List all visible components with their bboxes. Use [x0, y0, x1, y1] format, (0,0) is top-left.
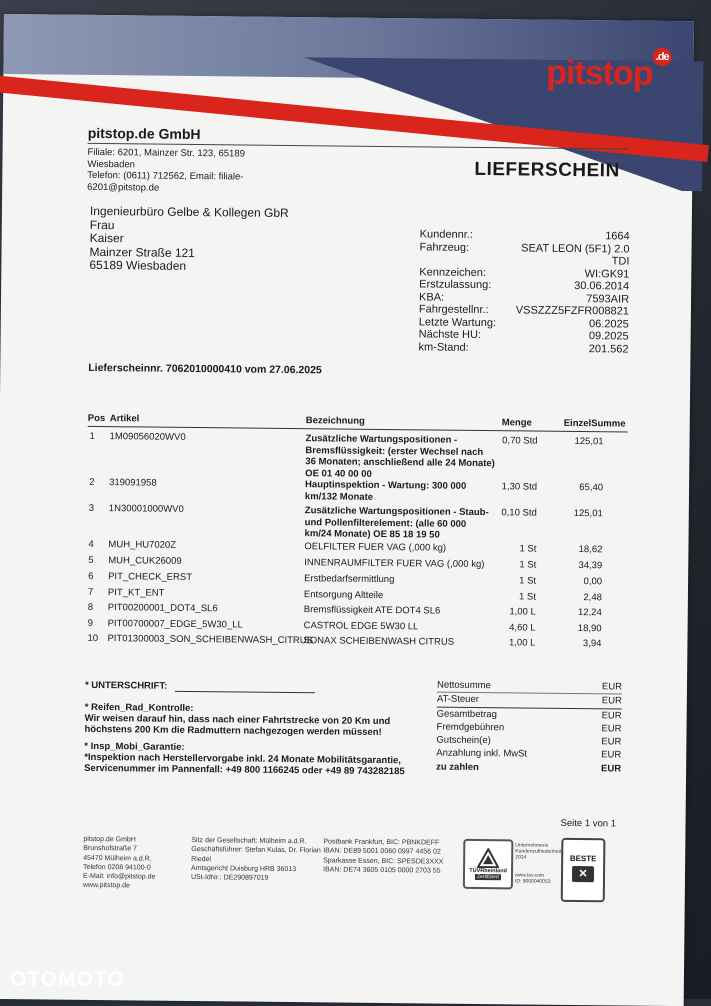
table-row: [86, 601, 626, 619]
cell-pos: 5: [88, 554, 94, 566]
beste-badge: BESTE ✕: [561, 838, 606, 902]
cell-einzel: 18,62: [578, 544, 603, 556]
tuv-note: Unternehmens Kundenzufriedenheit 2024: [515, 842, 562, 861]
col-pos: Pos: [87, 412, 106, 425]
cell-pos: 9: [87, 617, 93, 629]
table-row: [86, 570, 626, 588]
table-row: [88, 430, 628, 480]
footer-bank: Postbank Frankfurt, BIC: PBNKDEFF IBAN: DE89 5001 0060 0997 4456 02 Sparkasse Essen, BIC: SPESDE3XXX IBAN: DE74 3605 0105 0000 2703 55: [323, 838, 444, 875]
tuv-seal: TÜVRheinland Zertifiziert: [463, 839, 514, 890]
cell-menge: 4,60 L: [509, 622, 536, 634]
col-menge: Menge: [501, 417, 532, 429]
cell-bezeichnung: Hauptinspektion - Wartung: 300 000 km/132 Monate: [304, 479, 467, 503]
cell-artikel: 1N30001000WV0: [108, 503, 184, 515]
sender-address: Filiale: 6201, Mainzer Str. 123, 65189 Wiesbaden Telefon: (0611) 712562, Email: filiale- 6201@pitstop.de: [87, 146, 245, 194]
cell-menge: 1 St: [519, 559, 537, 571]
cell-menge: 0,70 Std: [502, 435, 538, 447]
cell-pos: 4: [88, 538, 94, 550]
cell-artikel: MUH_HU7020Z: [108, 539, 177, 551]
cell-artikel: PIT00700007_EDGE_5W30_LL: [107, 618, 243, 631]
table-row: [86, 617, 626, 635]
items-table-header: [87, 412, 628, 430]
cell-bezeichnung: Zusätzliche Wartungspositionen - Bremsflüssigkeit: (erster Wechsel nach 36 Monaten; anschließend alle 24 Monate) OE 01 40 00 00: [305, 433, 495, 480]
cell-artikel: PIT01300003_SON_SCHEIBENWASH_CITRUS: [107, 633, 314, 647]
table-row: [86, 632, 626, 650]
cell-pos: 6: [88, 570, 94, 582]
cell-artikel: PIT_CHECK_ERST: [108, 571, 193, 583]
cell-einzel: 125,01: [574, 435, 604, 448]
signature-label: * UNTERSCHRIFT:: [84, 679, 168, 692]
total-row: AT-Steuer EUR: [437, 693, 622, 709]
cell-pos: 3: [88, 502, 95, 514]
cell-einzel: 65,40: [579, 482, 604, 494]
cell-pos: 7: [87, 586, 94, 598]
tuv-triangle-icon: [477, 848, 499, 868]
cell-einzel: 18,90: [577, 623, 602, 635]
total-row: Fremdgebühren EUR: [436, 721, 622, 735]
cell-menge: 1,00 L: [509, 606, 536, 618]
total-row-due: zu zahlen EUR: [436, 761, 622, 775]
total-row: Nettosumme EUR: [437, 679, 622, 695]
cell-pos: 1: [89, 430, 95, 442]
col-einzel: EinzelSumme: [563, 417, 626, 430]
delivery-note-number: Lieferscheinnr. 7062010000410 vom 27.06.2025: [88, 361, 322, 377]
page-number: Seite 1 von 1: [560, 817, 617, 830]
cell-pos: 2: [89, 476, 95, 488]
cell-bezeichnung: Erstbedarfsermittlung: [304, 573, 395, 586]
total-row: Gutschein(e) EUR: [436, 734, 622, 748]
footer-company: pitstop.de GmbH Brunshofstraße 7 45470 Mülheim a.d.R. Telefon 0208 94100-0 E-Mail: info@pitstop.de www.pitstop.de: [82, 835, 156, 890]
cell-bezeichnung: INNENRAUMFILTER FUER VAG (,000 kg): [304, 557, 485, 571]
delivery-note-paper: [0, 14, 694, 1006]
cell-bezeichnung: OELFILTER FUER VAG (,000 kg): [304, 541, 447, 554]
cell-menge: 1 St: [519, 575, 537, 587]
total-row: Gesamtbetrag EUR: [436, 708, 622, 722]
cell-pos: 8: [87, 601, 94, 613]
cell-einzel: 125,01: [573, 507, 603, 520]
totals-block: [436, 679, 622, 776]
cell-bezeichnung: SONAX SCHEIBENWASH CITRUS: [303, 635, 455, 648]
cell-einzel: 3,94: [582, 638, 602, 650]
cell-artikel: MUH_CUK26009: [108, 555, 182, 567]
tuv-id: www.tuv.com ID: 9000040053: [514, 872, 551, 885]
cell-artikel: PIT00200001_DOT4_SL6: [107, 602, 218, 615]
cell-menge: 1,30 Std: [501, 481, 538, 493]
cell-bezeichnung: Zusätzliche Wartungspositionen - Staub- und Pollenfilterelement: (alle 60 000 km/24 Monate) OE 85 18 19 50: [304, 505, 489, 541]
recipient-address: Ingenieurbüro Gelbe & Kollegen GbR Frau Kaiser Mainzer Straße 121 65189 Wiesbaden: [89, 203, 289, 273]
vehicle-info: Kundennr.: 1664 Fahrzeug: SEAT LEON (5F1) 2.0 TDI Kennzeichen: WI:GK91 Erstzulassung: 30.06.2014 KBA: 7593AIR Fahrgestellnr.: VSSZZZ5FZFR008821 Letzte Wartung: 06.2025 Nächste HU: 09.2025 km-Stand: 201.562: [418, 228, 630, 356]
cell-menge: 0,10 Std: [501, 507, 537, 519]
document-title: LIEFERSCHEIN: [474, 158, 620, 182]
cell-einzel: 0,00: [583, 576, 603, 588]
cell-einzel: 12,24: [577, 607, 602, 619]
cell-bezeichnung: Entsorgung Altteile: [303, 589, 384, 602]
col-artikel: Artikel: [109, 413, 140, 425]
cell-bezeichnung: CASTROL EDGE 5W30 LL: [303, 620, 419, 633]
sender-company: pitstop.de GmbH: [87, 124, 201, 143]
pitstop-logo: pitstop $^{.de}$: [546, 54, 672, 94]
cell-einzel: 2,48: [583, 592, 602, 604]
cell-menge: 1,00 L: [508, 637, 536, 649]
cell-menge: 1 St: [519, 543, 537, 555]
table-row: [86, 554, 626, 572]
footer-legal: Sitz der Gesellschaft: Mülheim a.d.R. Geschäftsführer: Stefan Kulas, Dr. Florian Riedel Amtsgericht Duisburg HRB 36013 USt-IdNr.: DE290897019: [190, 837, 321, 883]
cell-artikel: PIT_KT_ENT: [107, 587, 165, 599]
signature-line: [175, 691, 315, 693]
notes: * Reifen_Rad_Kontrolle: Wir weisen darauf hin, dass nach einer Fahrtstrecke von 20 Km und höchstens 200 Km die Radmuttern nachgezogen werden müssen! * Insp_Mobi_Garantie: *Inspektion nach Herstellervorgabe inkl. 24 Monate Mobilitätsgarantie, Servicenummer im Pannenfall: +49 800 1166245 oder +49 89 743282185: [84, 701, 405, 778]
table-row: [86, 586, 626, 604]
watermark: OTOMOTO: [10, 968, 125, 991]
table-row: [87, 502, 627, 541]
cell-menge: 1 St: [518, 591, 536, 603]
total-row: Anzahlung inkl. MwSt EUR: [436, 748, 622, 761]
col-bezeichnung: Bezeichnung: [305, 415, 365, 427]
cell-bezeichnung: Bremsflüssigkeit ATE DOT4 SL6: [303, 604, 441, 617]
wrench-icon: ✕: [572, 866, 594, 882]
cell-artikel: 1M09056020WV0: [109, 431, 186, 443]
cell-pos: 10: [87, 632, 99, 645]
cell-artikel: 319091958: [109, 477, 157, 489]
cell-einzel: 34,39: [578, 560, 603, 572]
